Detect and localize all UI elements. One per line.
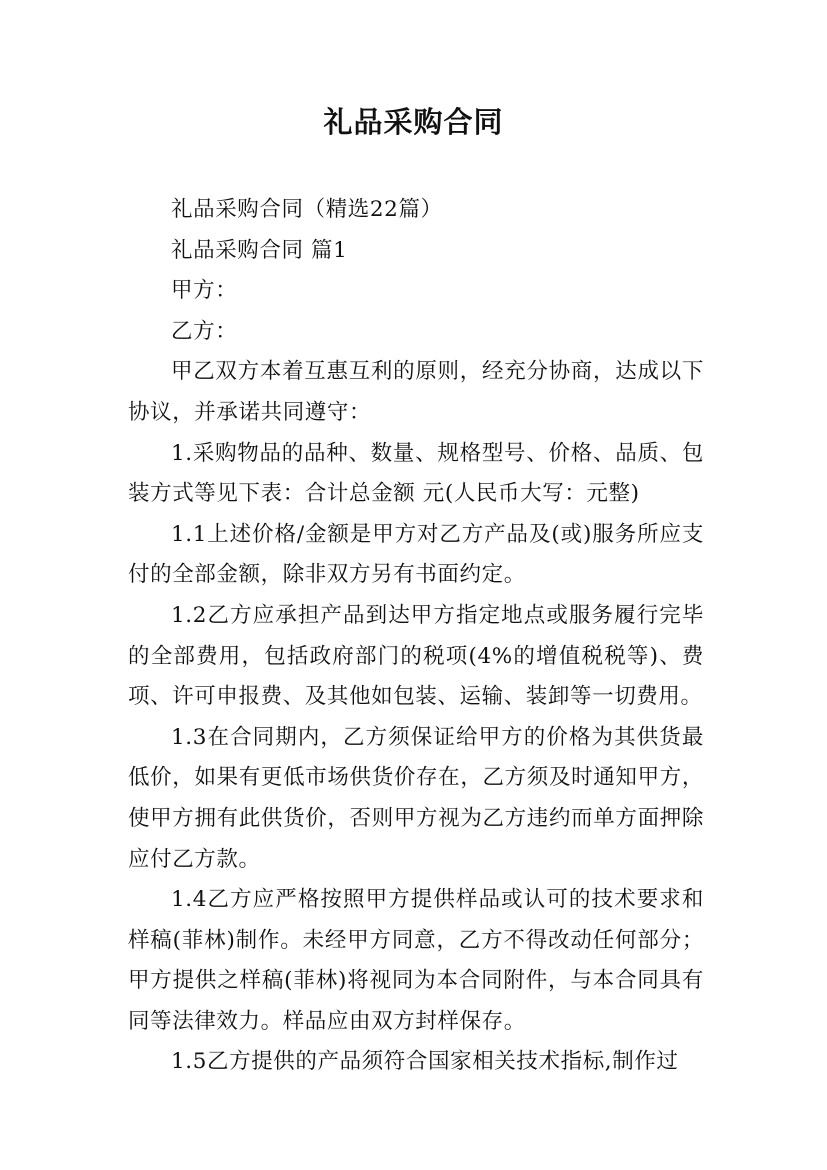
paragraph: 礼品采购合同（精选22篇）: [171, 197, 443, 222]
paragraph: 乙方：: [171, 318, 238, 344]
paragraph: 1.3在合同期内，乙方须保证给甲方的价格为其供货最低价，如果有更低市场供货价存在，乙方须及时通知甲方，使甲方拥有此供货价，否则甲方视为乙方违约而单方面押除应付乙方款。: [128, 724, 704, 872]
paragraph: 1.1上述价格/金额是甲方对乙方产品及(或)服务所应支付的全部金额，除非双方另有书面约定。: [128, 521, 704, 588]
paragraph: 1.2乙方应承担产品到达甲方指定地点或服务履行完毕的全部费用，包括政府部门的税项(4%的增值税税等)、费项、许可申报费、及其他如包装、运输、装卸等一切费用。: [128, 602, 704, 710]
paragraph: 甲乙双方本着互惠互利的原则，经充分协商，达成以下协议，并承诺共同遵守：: [128, 359, 704, 425]
paragraph: 礼品采购合同 篇1: [171, 237, 348, 263]
paragraph: 1.5乙方提供的产品须符合国家相关技术指标,制作过: [171, 1049, 679, 1075]
document-body: [128, 190, 704, 1083]
document-title: 礼品采购合同: [323, 105, 504, 139]
paragraph: 1.4乙方应严格按照甲方提供样品或认可的技术要求和样稿(菲林)制作。未经甲方同意，乙方不得改动任何部分；甲方提供之样稿(菲林)将视同为本合同附件，与本合同具有同等法律效力。样品应由双方封样保存。: [128, 887, 704, 1034]
paragraph: 甲方：: [171, 278, 238, 304]
paragraph: 1.采购物品的品种、数量、规格型号、价格、品质、包装方式等见下表：合计总金额 元(人民币大写：元整): [128, 440, 704, 507]
